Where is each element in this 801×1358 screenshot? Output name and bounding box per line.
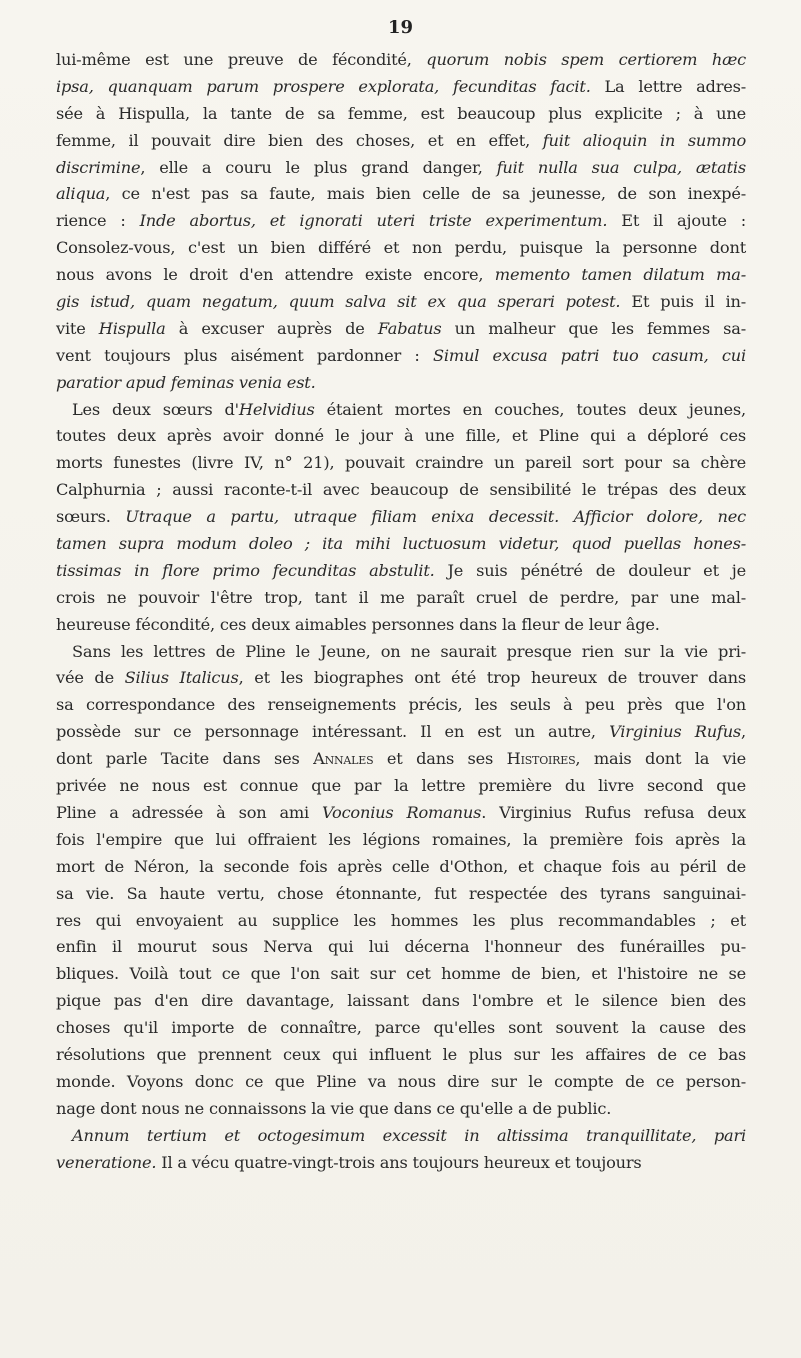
text-line: toutes deux après avoir donné le jour à une fille, et Pline qui a déploré ces <box>56 426 746 446</box>
text-line: vent toujours plus aisément pardonner : Simul excusa patri tuo casum, cui <box>56 345 746 365</box>
text-line: Consolez-vous, c'est un bien différé et non perdu, puisque la personne dont <box>56 238 746 258</box>
text-line: enfin il mourut sous Nerva qui lui décerna l'honneur des funérailles pu- <box>56 937 746 957</box>
text-line: sœurs. Utraque a partu, utraque filiam enixa decessit. Afficior dolore, nec <box>56 507 746 527</box>
text-line: veneratione. Il a vécu quatre-vingt-trois ans toujours heureux et toujours <box>56 1152 642 1172</box>
text-line: vée de Silius Italicus, et les biographes ont été trop heureux de trouver dans <box>56 668 747 688</box>
text-line: femme, il pouvait dire bien des choses, et en effet, fuit alioquin in summo <box>56 130 746 150</box>
text-line: Calphurnia ; aussi raconte-t-il avec beaucoup de sensibilité le trépas des deux <box>56 480 746 500</box>
text-line: sa correspondance des renseignements précis, les seuls à peu près que l'on <box>56 695 746 715</box>
text-line: crois ne pouvoir l'être trop, tant il me paraît cruel de perdre, par une mal- <box>56 587 746 607</box>
text-line: Annum tertium et octogesimum excessit in altissima tranquillitate, pari <box>72 1125 746 1145</box>
text-line: heureuse fécondité, ces deux aimables personnes dans la fleur de leur âge. <box>56 614 660 634</box>
text-line: fois l'empire que lui offraient les légions romaines, la première fois après la <box>56 829 746 849</box>
text-line: Sans les lettres de Pline le Jeune, on ne saurait presque rien sur la vie pri- <box>72 641 746 661</box>
text-line: possède sur ce personnage intéressant. Il en est un autre, Virginius Rufus, <box>56 722 746 742</box>
text-line: rience : Inde abortus, et ignorati uteri triste experimentum. Et il ajoute : <box>56 211 746 231</box>
paragraph <box>56 397 746 639</box>
text-line: sa vie. Sa haute vertu, chose étonnante, fut respectée des tyrans sanguinai- <box>56 883 746 903</box>
text-line: Pline a adressée à son ami Voconius Romanus. Virginius Rufus refusa deux <box>56 802 746 822</box>
text-line: sée à Hispulla, la tante de sa femme, est beaucoup plus explicite ; à une <box>56 103 746 123</box>
text-line: résolutions que prennent ceux qui influent le plus sur les affaires de ce bas <box>56 1044 746 1064</box>
text-line: choses qu'il importe de connaître, parce qu'elles sont souvent la cause des <box>56 1018 746 1038</box>
text-line: tamen supra modum doleo ; ita mihi luctuosum videtur, quod puellas hones- <box>56 534 746 554</box>
text-line: aliqua, ce n'est pas sa faute, mais bien celle de sa jeunesse, de son inexpé- <box>56 184 746 204</box>
text-line: mort de Néron, la seconde fois après celle d'Othon, et chaque fois au péril de <box>56 856 746 876</box>
text-line: tissimas in flore primo fecunditas abstulit. Je suis pénétré de douleur et je <box>56 560 746 580</box>
text-line: nous avons le droit d'en attendre existe encore, memento tamen dilatum ma- <box>56 265 746 285</box>
text-line: res qui envoyaient au supplice les hommes les plus recommandables ; et <box>56 910 746 930</box>
text-line: dont parle Tacite dans ses Annales et dans ses Histoires, mais dont la vie <box>56 749 746 769</box>
text-line: vite Hispulla à excuser auprès de Fabatus un malheur que les femmes sa- <box>56 318 746 338</box>
paragraph <box>56 1123 746 1177</box>
text-line: morts funestes (livre IV, n° 21), pouvait craindre un pareil sort pour sa chère <box>56 453 746 473</box>
body-text <box>56 47 746 1176</box>
text-line: privée ne nous est connue que par la lettre première du livre second que <box>56 776 746 796</box>
text-line: bliques. Voilà tout ce que l'on sait sur cet homme de bien, et l'histoire ne se <box>56 964 746 984</box>
text-line: paratior apud feminas venia est. <box>56 372 316 392</box>
page-number: 19 <box>387 17 414 38</box>
text-line: gis istud, quam negatum, quum salva sit ex qua sperari potest. Et puis il in- <box>56 292 746 312</box>
text-line: pique pas d'en dire davantage, laissant dans l'ombre et le silence bien des <box>56 991 746 1011</box>
paragraph <box>56 47 746 397</box>
text-line: nage dont nous ne connaissons la vie que dans ce qu'elle a de public. <box>56 1098 612 1118</box>
text-line: discrimine, elle a couru le plus grand danger, fuit nulla sua culpa, ætatis <box>56 157 746 177</box>
text-line: ipsa, quanquam parum prospere explorata, fecunditas facit. La lettre adres- <box>56 76 746 96</box>
text-line: Les deux sœurs d'Helvidius étaient mortes en couches, toutes deux jeunes, <box>72 399 746 419</box>
text-line: lui-même est une preuve de fécondité, quorum nobis spem certiorem hæc <box>56 50 746 69</box>
text-line: monde. Voyons donc ce que Pline va nous dire sur le compte de ce person- <box>56 1071 746 1091</box>
paragraph <box>56 639 746 1123</box>
